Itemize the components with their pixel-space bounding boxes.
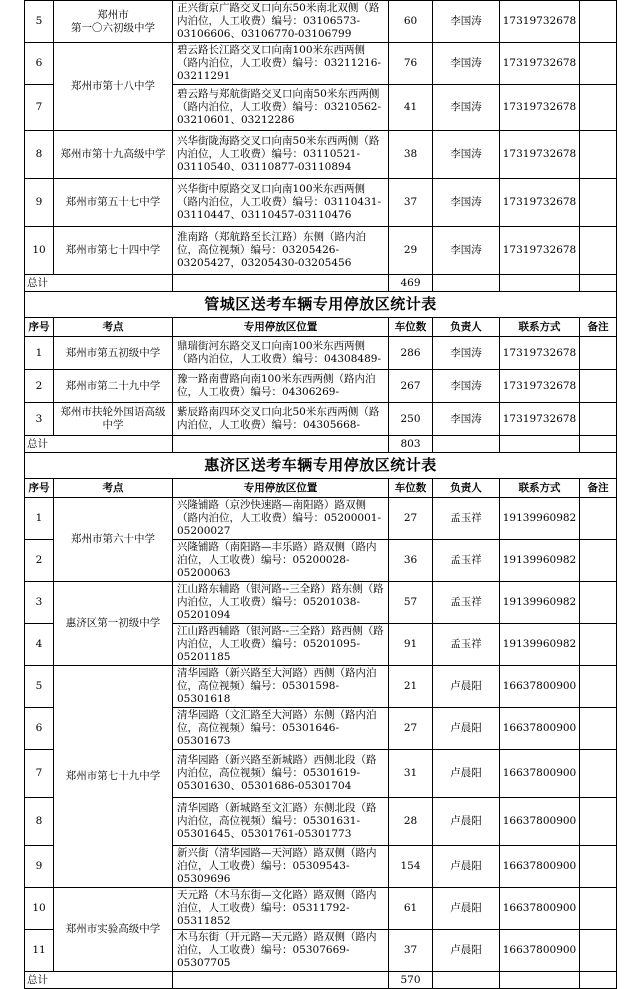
manager: 卢晨阳 bbox=[433, 798, 500, 846]
contact: 17319732678 bbox=[500, 131, 580, 179]
exam-site: 郑州市第十九高级中学 bbox=[54, 131, 173, 179]
exam-site: 郑州市 第一〇六初级中学 bbox=[54, 1, 173, 43]
parking-location: 江山路东辅路（银河路--三全路）路东侧（路内泊位，人工收费）编号：05201038-05201094 bbox=[173, 582, 389, 624]
table-row bbox=[25, 888, 617, 930]
note bbox=[580, 337, 617, 370]
parking-location: 清华园路（新兴路至新城路）西侧北段（路内泊位，高位视频）编号：05301619-05301630、05301686-05301704 bbox=[173, 750, 389, 798]
column-header: 车位数 bbox=[389, 318, 433, 337]
contact: 17319732678 bbox=[500, 403, 580, 436]
section-title: 惠济区送考车辆专用停放区统计表 bbox=[25, 453, 617, 479]
section-title-row bbox=[25, 453, 617, 479]
total-count: 469 bbox=[389, 275, 433, 292]
parking-location: 兴华街中原路交叉口向南100米东西两侧（路内泊位，人工收费）编号：03110431-03110447、03110457-03110476 bbox=[173, 179, 389, 227]
row-number: 8 bbox=[25, 131, 54, 179]
manager: 孟玉祥 bbox=[433, 540, 500, 582]
column-header: 负责人 bbox=[433, 318, 500, 337]
note bbox=[580, 370, 617, 403]
contact: 19139960982 bbox=[500, 498, 580, 540]
parking-location: 鼎瑞街河东路交叉口向南100米东西两侧（路内泊位，人工收费）编号：04308489- bbox=[177, 340, 381, 365]
header-row bbox=[25, 479, 617, 498]
row-number: 3 bbox=[25, 582, 54, 624]
manager: 卢晨阳 bbox=[433, 666, 500, 708]
total-label: 总计 bbox=[25, 275, 173, 292]
manager: 孟玉祥 bbox=[433, 498, 500, 540]
exam-site: 郑州市第七十九中学 bbox=[54, 666, 173, 888]
note bbox=[580, 498, 617, 540]
table-row bbox=[25, 498, 617, 540]
manager: 李国涛 bbox=[433, 1, 500, 43]
exam-site: 郑州市第五十七中学 bbox=[54, 179, 173, 227]
exam-site: 郑州市第六十中学 bbox=[54, 498, 173, 582]
table-row bbox=[25, 43, 617, 85]
contact: 19139960982 bbox=[500, 582, 580, 624]
column-header: 专用停放区位置 bbox=[173, 318, 389, 337]
note bbox=[580, 227, 617, 275]
column-header: 考点 bbox=[54, 479, 173, 498]
table-row bbox=[25, 179, 617, 227]
contact: 16637800900 bbox=[500, 666, 580, 708]
space-count: 250 bbox=[389, 403, 433, 436]
parking-location: 兴华街陇海路交叉口向南50米东西两侧（路内泊位，人工收费）编号：03110521-03110540、03110877-03110894 bbox=[173, 131, 389, 179]
space-count: 60 bbox=[389, 1, 433, 43]
contact: 19139960982 bbox=[500, 540, 580, 582]
parking-location: 木马东街（开元路—天元路）路双侧（路内泊位，人工收费）编号：05307669-05307705 bbox=[173, 930, 389, 972]
row-number: 5 bbox=[25, 1, 54, 43]
note bbox=[580, 85, 617, 131]
parking-location: 兴隆铺路（京沙快速路—南阳路）路双侧（路内泊位，人工收费）编号：05200001-05200027 bbox=[173, 498, 389, 540]
total-count: 803 bbox=[389, 436, 433, 453]
row-number: 6 bbox=[25, 708, 54, 750]
document-page bbox=[24, 0, 616, 989]
space-count: 154 bbox=[389, 846, 433, 888]
space-count: 27 bbox=[389, 708, 433, 750]
row-number: 7 bbox=[25, 85, 54, 131]
column-header: 车位数 bbox=[389, 479, 433, 498]
parking-location: 碧云路长江路交叉口向南100米东西两侧（路内泊位，人工收费）编号：03211216-03211291 bbox=[173, 43, 389, 85]
exam-site: 郑州市第七十四中学 bbox=[54, 227, 173, 275]
row-number: 6 bbox=[25, 43, 54, 85]
table-row bbox=[25, 370, 617, 403]
space-count: 27 bbox=[389, 498, 433, 540]
parking-location: 碧云路与郑航街路交叉口向南50米东西两侧（路内泊位，人工收费）编号：03210562-03210601、03212286 bbox=[173, 85, 389, 131]
contact: 16637800900 bbox=[500, 750, 580, 798]
column-header: 考点 bbox=[54, 318, 173, 337]
row-number: 8 bbox=[25, 798, 54, 846]
space-count: 37 bbox=[389, 930, 433, 972]
contact: 16637800900 bbox=[500, 930, 580, 972]
note bbox=[580, 846, 617, 888]
row-number: 9 bbox=[25, 846, 54, 888]
note bbox=[580, 403, 617, 436]
contact: 16637800900 bbox=[500, 888, 580, 930]
contact: 16637800900 bbox=[500, 708, 580, 750]
manager: 卢晨阳 bbox=[433, 708, 500, 750]
space-count: 21 bbox=[389, 666, 433, 708]
space-count: 57 bbox=[389, 582, 433, 624]
manager: 孟玉祥 bbox=[433, 624, 500, 666]
column-header: 联系方式 bbox=[500, 479, 580, 498]
total-row bbox=[25, 436, 617, 453]
parking-location: 清华园路（新兴路至大河路）西侧（路内泊位，高位视频）编号：05301598-05301618 bbox=[173, 666, 389, 708]
note bbox=[580, 582, 617, 624]
space-count: 61 bbox=[389, 888, 433, 930]
column-header: 专用停放区位置 bbox=[173, 479, 389, 498]
total-label: 总计 bbox=[25, 972, 173, 989]
section-title-row bbox=[25, 292, 617, 318]
column-header: 备注 bbox=[580, 479, 617, 498]
manager: 卢晨阳 bbox=[433, 888, 500, 930]
table-row bbox=[25, 337, 617, 370]
contact: 17319732678 bbox=[500, 85, 580, 131]
contact: 17319732678 bbox=[500, 337, 580, 370]
note bbox=[580, 624, 617, 666]
exam-site: 郑州市第二十九中学 bbox=[54, 370, 173, 403]
note bbox=[580, 131, 617, 179]
manager: 卢晨阳 bbox=[433, 750, 500, 798]
table-row bbox=[25, 666, 617, 708]
total-count: 570 bbox=[389, 972, 433, 989]
contact: 19139960982 bbox=[500, 624, 580, 666]
space-count: 31 bbox=[389, 750, 433, 798]
table-row bbox=[25, 227, 617, 275]
column-header: 序号 bbox=[25, 479, 54, 498]
manager: 李国涛 bbox=[433, 227, 500, 275]
manager: 卢晨阳 bbox=[433, 930, 500, 972]
row-number: 3 bbox=[25, 403, 54, 436]
row-number: 10 bbox=[25, 227, 54, 275]
parking-statistics-table bbox=[24, 0, 617, 989]
column-header: 序号 bbox=[25, 318, 54, 337]
contact: 17319732678 bbox=[500, 370, 580, 403]
space-count: 76 bbox=[389, 43, 433, 85]
table-row bbox=[25, 403, 617, 436]
column-header: 联系方式 bbox=[500, 318, 580, 337]
row-number: 2 bbox=[25, 370, 54, 403]
contact: 17319732678 bbox=[500, 227, 580, 275]
note bbox=[580, 708, 617, 750]
manager: 李国涛 bbox=[433, 43, 500, 85]
column-header: 备注 bbox=[580, 318, 617, 337]
row-number: 4 bbox=[25, 624, 54, 666]
parking-location: 新兴街（清华园路—天河路）路双侧（路内泊位，人工收费）编号：05309543-05309696 bbox=[173, 846, 389, 888]
note bbox=[580, 179, 617, 227]
row-number: 7 bbox=[25, 750, 54, 798]
parking-location: 豫一路南曹路向南100米东西两侧（路内泊位，人工收费）编号：04306269- bbox=[177, 373, 376, 398]
note bbox=[580, 888, 617, 930]
exam-site: 惠济区第一初级中学 bbox=[54, 582, 173, 666]
table-row bbox=[25, 582, 617, 624]
row-number: 1 bbox=[25, 498, 54, 540]
parking-location: 天元路（木马东街—文化路）路双侧（路内泊位，人工收费）编号：05311792-05311852 bbox=[173, 888, 389, 930]
space-count: 37 bbox=[389, 179, 433, 227]
parking-location: 清华园路（新城路至文汇路）东侧北段（路内泊位，高位视频）编号：05301631-05301645、05301761-05301773 bbox=[173, 798, 389, 846]
manager: 李国涛 bbox=[433, 131, 500, 179]
space-count: 41 bbox=[389, 85, 433, 131]
contact: 17319732678 bbox=[500, 1, 580, 43]
contact: 17319732678 bbox=[500, 43, 580, 85]
parking-location: 兴隆铺路（南阳路—丰乐路）路双侧（路内泊位，人工收费）编号：05200028-05200063 bbox=[173, 540, 389, 582]
row-number: 2 bbox=[25, 540, 54, 582]
manager: 李国涛 bbox=[433, 85, 500, 131]
space-count: 29 bbox=[389, 227, 433, 275]
manager: 卢晨阳 bbox=[433, 846, 500, 888]
space-count: 28 bbox=[389, 798, 433, 846]
table-row bbox=[25, 131, 617, 179]
parking-location: 淮南路（郑航路至长江路）东侧（路内泊位，高位视频）编号：03205426-03205427，03205430-03205456 bbox=[173, 227, 389, 275]
row-number: 10 bbox=[25, 888, 54, 930]
header-row bbox=[25, 318, 617, 337]
total-row bbox=[25, 275, 617, 292]
parking-location: 江山路西辅路（银河路--三全路）路西侧（路内泊位，人工收费）编号：05201095-05201185 bbox=[173, 624, 389, 666]
section-title: 管城区送考车辆专用停放区统计表 bbox=[25, 292, 617, 318]
manager: 李国涛 bbox=[433, 179, 500, 227]
manager: 孟玉祥 bbox=[433, 582, 500, 624]
contact: 16637800900 bbox=[500, 846, 580, 888]
contact: 16637800900 bbox=[500, 798, 580, 846]
space-count: 267 bbox=[389, 370, 433, 403]
space-count: 36 bbox=[389, 540, 433, 582]
row-number: 9 bbox=[25, 179, 54, 227]
row-number: 11 bbox=[25, 930, 54, 972]
note bbox=[580, 540, 617, 582]
total-row bbox=[25, 972, 617, 989]
parking-location: 正兴街京广路交叉口向东50米南北双侧（路内泊位，人工收费）编号：03106573-03106606、03106770-03106799 bbox=[173, 1, 389, 43]
row-number: 1 bbox=[25, 337, 54, 370]
space-count: 38 bbox=[389, 131, 433, 179]
contact: 17319732678 bbox=[500, 179, 580, 227]
note bbox=[580, 666, 617, 708]
exam-site: 郑州市实验高级中学 bbox=[54, 888, 173, 972]
parking-location: 清华园路（文汇路至大河路）东侧（路内泊位，高位视频）编号：05301646-05301673 bbox=[173, 708, 389, 750]
space-count: 91 bbox=[389, 624, 433, 666]
note bbox=[580, 1, 617, 43]
parking-location: 紫辰路南四环交叉口向北50米东西两侧（路内泊位，人工收费）编号：04305668- bbox=[177, 406, 380, 431]
exam-site: 郑州市扶轮外国语高级中学 bbox=[54, 403, 173, 436]
manager: 李国涛 bbox=[433, 403, 500, 436]
column-header: 负责人 bbox=[433, 479, 500, 498]
total-label: 总计 bbox=[25, 436, 173, 453]
manager: 李国涛 bbox=[433, 370, 500, 403]
exam-site: 郑州市第五初级中学 bbox=[54, 337, 173, 370]
note bbox=[580, 798, 617, 846]
row-number: 5 bbox=[25, 666, 54, 708]
table-row bbox=[25, 1, 617, 43]
exam-site: 郑州市第十八中学 bbox=[54, 43, 173, 131]
manager: 李国涛 bbox=[433, 337, 500, 370]
note bbox=[580, 43, 617, 85]
note bbox=[580, 750, 617, 798]
space-count: 286 bbox=[389, 337, 433, 370]
